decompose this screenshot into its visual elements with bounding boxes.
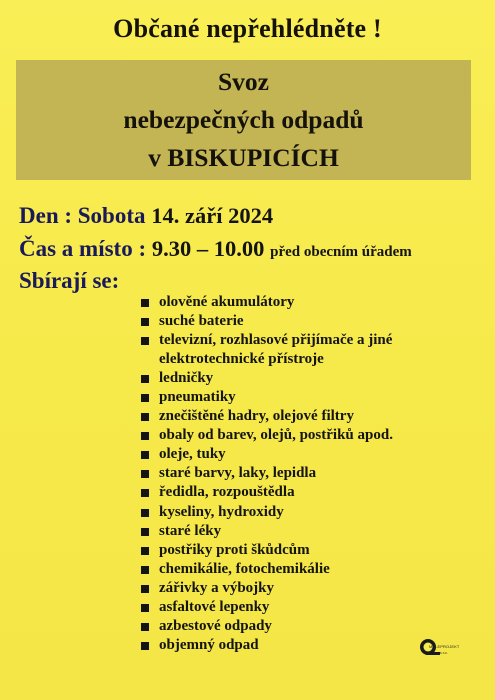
square-bullet-icon — [141, 489, 149, 497]
banner-line-1: Svoz — [218, 67, 269, 96]
square-bullet-icon — [141, 337, 149, 345]
list-item — [139, 579, 393, 598]
logo-text: MELEPROJEKT — [429, 644, 460, 649]
headline: Občané nepřehlédněte ! — [113, 14, 382, 43]
list-item-label: staré léky — [159, 522, 222, 539]
list-item-label: postřiky proti škůdcům — [159, 541, 310, 558]
square-bullet-icon — [141, 299, 149, 307]
list-item — [139, 560, 393, 579]
list-item — [139, 617, 393, 636]
list-item-label: elektrotechnické přístroje — [159, 351, 324, 368]
square-bullet-icon — [141, 604, 149, 612]
list-item-label: pneumatiky — [159, 389, 236, 406]
list-item — [139, 388, 393, 407]
list-item — [139, 312, 393, 331]
list-item-continuation — [139, 350, 393, 369]
list-item-label: znečištěné hadry, olejové filtry — [159, 408, 354, 425]
square-bullet-icon — [141, 528, 149, 536]
list-item — [139, 541, 393, 560]
list-item — [139, 522, 393, 541]
list-item-label: ledničky — [159, 370, 214, 387]
list-item — [139, 331, 393, 350]
list-item-label: asfaltové lepenky — [159, 598, 270, 615]
time-value: 9.30 – 10.00 — [151, 236, 265, 261]
square-bullet-icon — [141, 451, 149, 459]
list-item — [139, 293, 393, 312]
list-item-label: staré barvy, laky, lepidla — [159, 465, 317, 482]
day-label: Den : Sobota — [19, 203, 146, 228]
list-item-label: olověné akumulátory — [159, 294, 295, 310]
collected-items-list — [139, 293, 393, 655]
list-item-label: suché baterie — [159, 313, 244, 330]
list-item — [139, 483, 393, 502]
square-bullet-icon — [141, 585, 149, 593]
time-place: před obecním úřadem — [270, 244, 412, 260]
list-item-label: azbestové odpady — [159, 617, 272, 634]
collect-heading: Sbírají se: — [19, 268, 120, 293]
square-bullet-icon — [141, 375, 149, 383]
square-bullet-icon — [141, 432, 149, 440]
list-item — [139, 503, 393, 522]
square-bullet-icon — [141, 470, 149, 478]
list-item — [139, 369, 393, 388]
list-item — [139, 426, 393, 445]
square-bullet-icon — [141, 509, 149, 517]
list-item-label: ředidla, rozpouštědla — [159, 484, 295, 501]
square-bullet-icon — [141, 394, 149, 402]
list-item-label: zářivky a výbojky — [159, 579, 275, 596]
square-bullet-icon — [141, 623, 149, 631]
square-bullet-icon — [141, 318, 149, 326]
title-banner — [16, 60, 471, 180]
banner-line-2: nebezpečných odpadů — [123, 105, 364, 134]
list-item-label: televizní, rozhlasové přijímače a jiné — [159, 332, 393, 349]
list-item-label: chemikálie, fotochemikálie — [159, 560, 330, 577]
list-item — [139, 407, 393, 426]
banner-line-3: v BISKUPICÍCH — [148, 143, 339, 172]
list-item-label: oleje, tuky — [159, 446, 226, 463]
list-item-label: objemný odpad — [159, 636, 259, 653]
day-date: 14. září 2024 — [151, 203, 274, 228]
list-item-label: obaly od barev, olejů, postřiků apod. — [159, 427, 393, 444]
day-row — [19, 203, 273, 229]
square-bullet-icon — [141, 642, 149, 650]
time-row — [19, 236, 412, 262]
time-label: Čas a místo : — [19, 236, 147, 261]
list-item — [139, 464, 393, 483]
list-item — [139, 598, 393, 617]
list-item — [139, 636, 393, 655]
square-bullet-icon — [141, 566, 149, 574]
list-item-label: kyseliny, hydroxidy — [159, 503, 284, 520]
square-bullet-icon — [141, 547, 149, 555]
logo-subtext: s.r.o. — [440, 651, 448, 655]
square-bullet-icon — [141, 413, 149, 421]
list-item — [139, 445, 393, 464]
